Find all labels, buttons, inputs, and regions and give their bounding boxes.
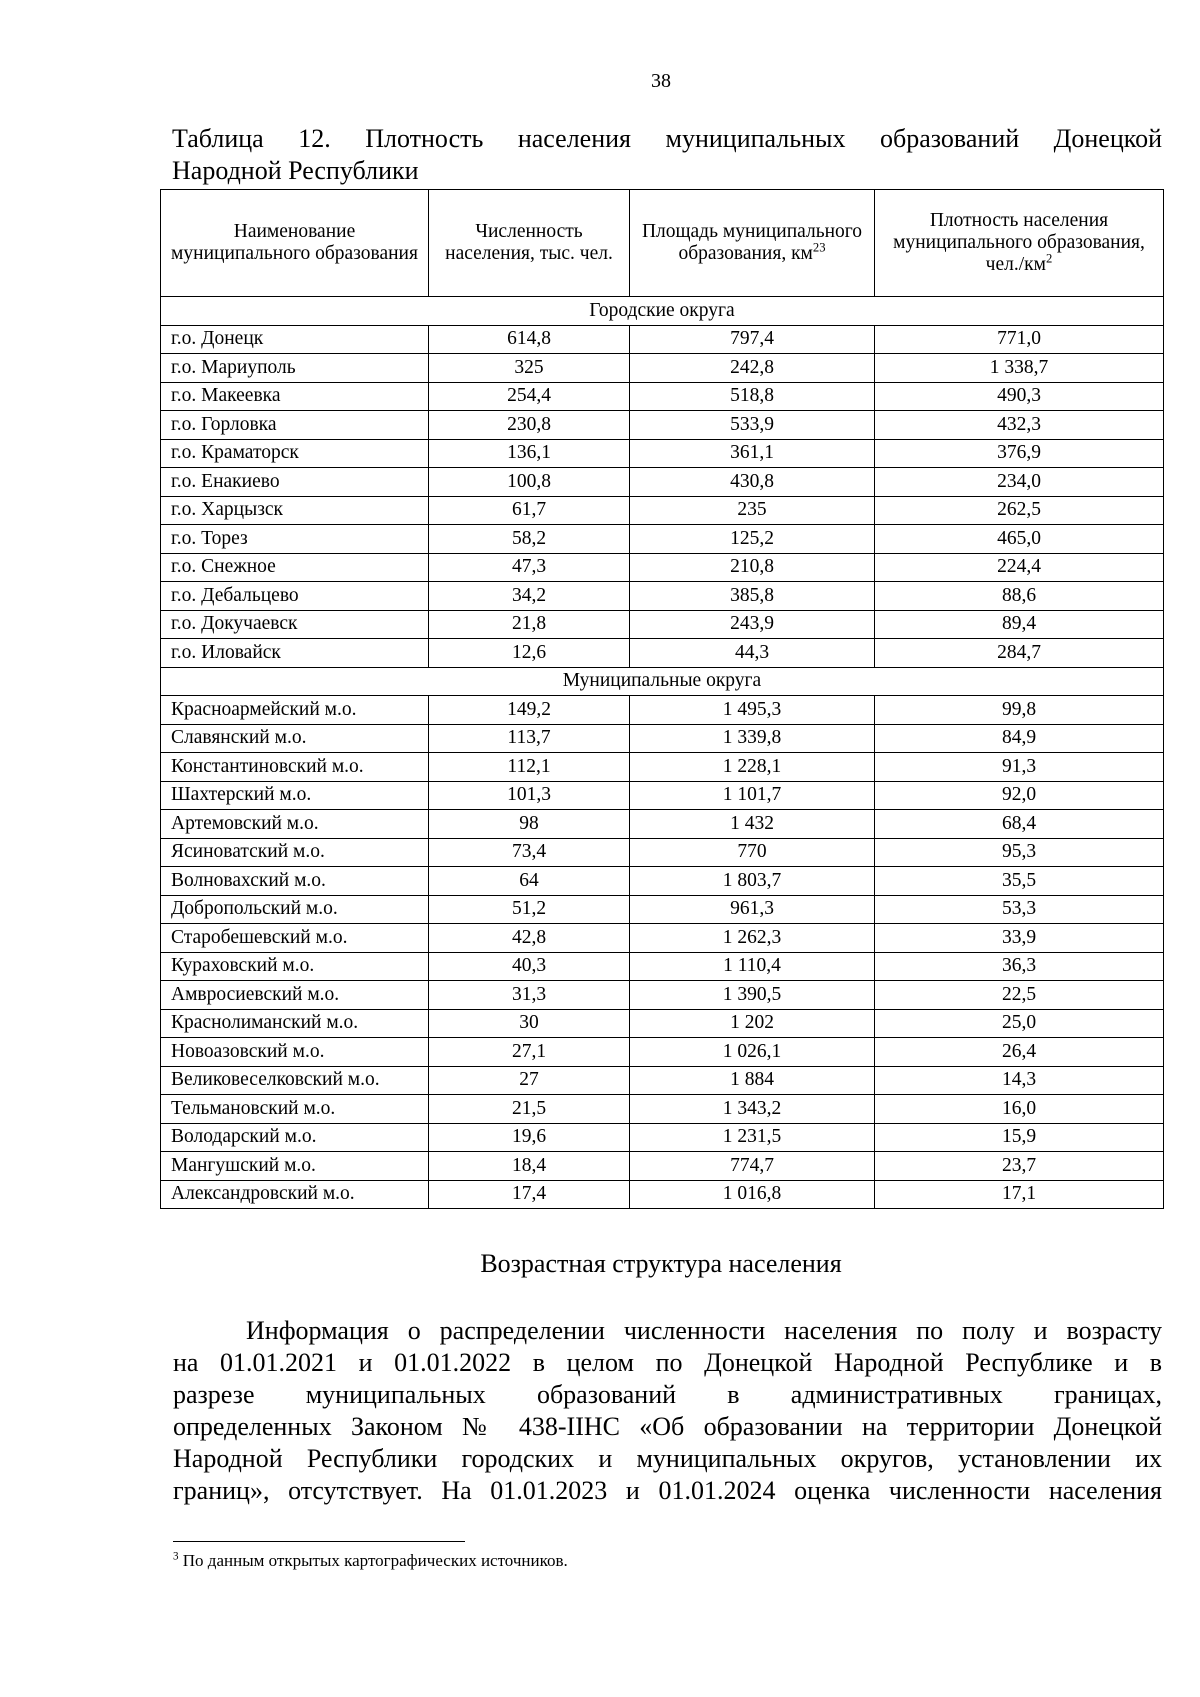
cell-population: 614,8: [429, 325, 630, 354]
cell-population: 21,8: [429, 610, 630, 639]
cell-name: Славянский м.о.: [161, 724, 429, 753]
cell-population: 230,8: [429, 411, 630, 440]
page-number: 38: [651, 70, 671, 92]
cell-area: 1 101,7: [630, 781, 875, 810]
cell-density: 91,3: [875, 753, 1164, 782]
table-row: [161, 1038, 1164, 1067]
cell-density: 22,5: [875, 981, 1164, 1010]
cell-population: 100,8: [429, 468, 630, 497]
cell-name: Добропольский м.о.: [161, 895, 429, 924]
cell-area: 774,7: [630, 1152, 875, 1181]
cell-area: 1 110,4: [630, 952, 875, 981]
cell-area: 1 884: [630, 1066, 875, 1095]
cell-density: 36,3: [875, 952, 1164, 981]
cell-population: 112,1: [429, 753, 630, 782]
cell-density: 33,9: [875, 924, 1164, 953]
cell-area: 961,3: [630, 895, 875, 924]
cell-name: Великовеселковский м.о.: [161, 1066, 429, 1095]
cell-area: 1 026,1: [630, 1038, 875, 1067]
table-row: [161, 1123, 1164, 1152]
table-row: [161, 981, 1164, 1010]
paragraph-line: Информация о распределении численности населения по полу и возрасту: [246, 1316, 1162, 1345]
group-header-row: [161, 667, 1164, 696]
table-row: [161, 696, 1164, 725]
cell-population: 254,4: [429, 382, 630, 411]
paragraph-line: определенных Законом № 438-IIНС «Об образовании на территории Донецкой: [173, 1412, 1162, 1441]
cell-density: 35,5: [875, 867, 1164, 896]
cell-area: 1 495,3: [630, 696, 875, 725]
cell-area: 430,8: [630, 468, 875, 497]
cell-name: г.о. Снежное: [161, 553, 429, 582]
cell-density: 88,6: [875, 582, 1164, 611]
cell-name: г.о. Донецк: [161, 325, 429, 354]
table-row: [161, 1095, 1164, 1124]
cell-name: Александровский м.о.: [161, 1180, 429, 1209]
cell-name: г.о. Дебальцево: [161, 582, 429, 611]
table-caption: [172, 123, 1162, 187]
cell-density: 465,0: [875, 525, 1164, 554]
table-row: [161, 867, 1164, 896]
cell-area: 210,8: [630, 553, 875, 582]
table-row: [161, 582, 1164, 611]
header-area-sup: 23: [812, 240, 826, 255]
cell-population: 73,4: [429, 838, 630, 867]
cell-population: 113,7: [429, 724, 630, 753]
cell-density: 16,0: [875, 1095, 1164, 1124]
header-population: Численность населения, тыс. чел.: [429, 190, 630, 297]
cell-name: Красноармейский м.о.: [161, 696, 429, 725]
cell-name: Старобешевский м.о.: [161, 924, 429, 953]
footnote-divider: [173, 1541, 465, 1542]
cell-population: 64: [429, 867, 630, 896]
table-body: [161, 297, 1164, 1209]
table-row: [161, 1152, 1164, 1181]
table-caption-line-1: Таблица 12. Плотность населения муниципальных образований Донецкой: [172, 124, 1162, 153]
cell-population: 42,8: [429, 924, 630, 953]
cell-population: 17,4: [429, 1180, 630, 1209]
cell-population: 51,2: [429, 895, 630, 924]
cell-population: 40,3: [429, 952, 630, 981]
cell-name: г.о. Горловка: [161, 411, 429, 440]
cell-name: г.о. Докучаевск: [161, 610, 429, 639]
table-row: [161, 895, 1164, 924]
header-density-text: Плотность населения муниципального образования, чел./км: [893, 210, 1145, 275]
cell-name: г.о. Енакиево: [161, 468, 429, 497]
cell-density: 234,0: [875, 468, 1164, 497]
cell-population: 325: [429, 354, 630, 383]
table-row: [161, 724, 1164, 753]
cell-area: 243,9: [630, 610, 875, 639]
cell-name: Ясиноватский м.о.: [161, 838, 429, 867]
cell-area: 385,8: [630, 582, 875, 611]
cell-name: г.о. Торез: [161, 525, 429, 554]
header-density-sup: 2: [1045, 251, 1053, 266]
cell-area: 533,9: [630, 411, 875, 440]
cell-population: 21,5: [429, 1095, 630, 1124]
cell-area: 1 262,3: [630, 924, 875, 953]
cell-name: Константиновский м.о.: [161, 753, 429, 782]
cell-name: г.о. Краматорск: [161, 439, 429, 468]
cell-density: 68,4: [875, 810, 1164, 839]
header-density: [875, 190, 1164, 297]
cell-area: 1 390,5: [630, 981, 875, 1010]
population-density-table: [160, 189, 1164, 1209]
cell-area: 1 803,7: [630, 867, 875, 896]
table-row: [161, 1180, 1164, 1209]
table-row: [161, 1066, 1164, 1095]
cell-population: 18,4: [429, 1152, 630, 1181]
cell-name: Волновахский м.о.: [161, 867, 429, 896]
cell-population: 12,6: [429, 639, 630, 668]
table-row: [161, 553, 1164, 582]
cell-name: г.о. Иловайск: [161, 639, 429, 668]
cell-area: 518,8: [630, 382, 875, 411]
table-row: [161, 753, 1164, 782]
cell-population: 47,3: [429, 553, 630, 582]
cell-name: Шахтерский м.о.: [161, 781, 429, 810]
cell-population: 98: [429, 810, 630, 839]
body-paragraph: [173, 1315, 1162, 1507]
cell-density: 25,0: [875, 1009, 1164, 1038]
table-row: [161, 610, 1164, 639]
cell-density: 23,7: [875, 1152, 1164, 1181]
cell-population: 149,2: [429, 696, 630, 725]
cell-area: 1 432: [630, 810, 875, 839]
cell-density: 99,8: [875, 696, 1164, 725]
table-row: [161, 525, 1164, 554]
paragraph-line: границ», отсутствует. На 01.01.2023 и 01.01.2024 оценка численности населения: [173, 1476, 1162, 1505]
table-row: [161, 496, 1164, 525]
table-row: [161, 354, 1164, 383]
cell-population: 27: [429, 1066, 630, 1095]
cell-area: 44,3: [630, 639, 875, 668]
table-row: [161, 325, 1164, 354]
table-row: [161, 411, 1164, 440]
cell-area: 1 231,5: [630, 1123, 875, 1152]
cell-density: 17,1: [875, 1180, 1164, 1209]
cell-name: г.о. Харцызск: [161, 496, 429, 525]
cell-density: 376,9: [875, 439, 1164, 468]
table-row: [161, 1009, 1164, 1038]
cell-density: 95,3: [875, 838, 1164, 867]
cell-area: 1 016,8: [630, 1180, 875, 1209]
cell-area: 235: [630, 496, 875, 525]
cell-population: 19,6: [429, 1123, 630, 1152]
paragraph-line: Народной Республики городских и муниципальных округов, установлении их: [173, 1444, 1162, 1473]
cell-population: 27,1: [429, 1038, 630, 1067]
cell-population: 34,2: [429, 582, 630, 611]
cell-density: 26,4: [875, 1038, 1164, 1067]
footnote: [173, 1551, 568, 1571]
header-area-text: Площадь муниципального образования, км: [641, 221, 863, 264]
group-title: Городские округа: [161, 297, 1164, 326]
cell-density: 53,3: [875, 895, 1164, 924]
table-row: [161, 439, 1164, 468]
table-row: [161, 639, 1164, 668]
cell-density: 490,3: [875, 382, 1164, 411]
table-row: [161, 952, 1164, 981]
cell-population: 61,7: [429, 496, 630, 525]
cell-area: 1 339,8: [630, 724, 875, 753]
cell-area: 1 228,1: [630, 753, 875, 782]
section-heading: Возрастная структура населения: [480, 1249, 842, 1278]
cell-density: 224,4: [875, 553, 1164, 582]
cell-population: 101,3: [429, 781, 630, 810]
header-area: [630, 190, 875, 297]
table-row: [161, 781, 1164, 810]
cell-name: Новоазовский м.о.: [161, 1038, 429, 1067]
cell-density: 262,5: [875, 496, 1164, 525]
cell-population: 58,2: [429, 525, 630, 554]
group-title: Муниципальные округа: [161, 667, 1164, 696]
cell-area: 797,4: [630, 325, 875, 354]
table-row: [161, 924, 1164, 953]
cell-name: г.о. Мариуполь: [161, 354, 429, 383]
paragraph-line: на 01.01.2021 и 01.01.2022 в целом по Донецкой Народной Республике и в: [173, 1348, 1162, 1377]
cell-name: Краснолиманский м.о.: [161, 1009, 429, 1038]
table-row: [161, 838, 1164, 867]
cell-name: Володарский м.о.: [161, 1123, 429, 1152]
footnote-mark: 3: [173, 1550, 179, 1563]
cell-name: Кураховский м.о.: [161, 952, 429, 981]
cell-name: Амвросиевский м.о.: [161, 981, 429, 1010]
cell-area: 1 202: [630, 1009, 875, 1038]
group-header-row: [161, 297, 1164, 326]
cell-density: 84,9: [875, 724, 1164, 753]
cell-population: 30: [429, 1009, 630, 1038]
cell-density: 1 338,7: [875, 354, 1164, 383]
cell-area: 1 343,2: [630, 1095, 875, 1124]
cell-density: 89,4: [875, 610, 1164, 639]
table-caption-line-2: Народной Республики: [172, 156, 419, 185]
cell-density: 432,3: [875, 411, 1164, 440]
cell-density: 771,0: [875, 325, 1164, 354]
table-header-row: [161, 190, 1164, 297]
table-row: [161, 810, 1164, 839]
cell-name: г.о. Макеевка: [161, 382, 429, 411]
paragraph-line: разрезе муниципальных образований в административных границах,: [173, 1380, 1162, 1409]
cell-population: 31,3: [429, 981, 630, 1010]
table-row: [161, 468, 1164, 497]
cell-area: 361,1: [630, 439, 875, 468]
header-name: Наименование муниципального образования: [161, 190, 429, 297]
cell-density: 14,3: [875, 1066, 1164, 1095]
cell-name: Тельмановский м.о.: [161, 1095, 429, 1124]
cell-name: Артемовский м.о.: [161, 810, 429, 839]
cell-area: 125,2: [630, 525, 875, 554]
cell-density: 15,9: [875, 1123, 1164, 1152]
cell-area: 770: [630, 838, 875, 867]
cell-density: 284,7: [875, 639, 1164, 668]
cell-density: 92,0: [875, 781, 1164, 810]
footnote-text: По данным открытых картографических источников.: [178, 1551, 568, 1570]
cell-area: 242,8: [630, 354, 875, 383]
cell-population: 136,1: [429, 439, 630, 468]
cell-name: Мангушский м.о.: [161, 1152, 429, 1181]
table-row: [161, 382, 1164, 411]
